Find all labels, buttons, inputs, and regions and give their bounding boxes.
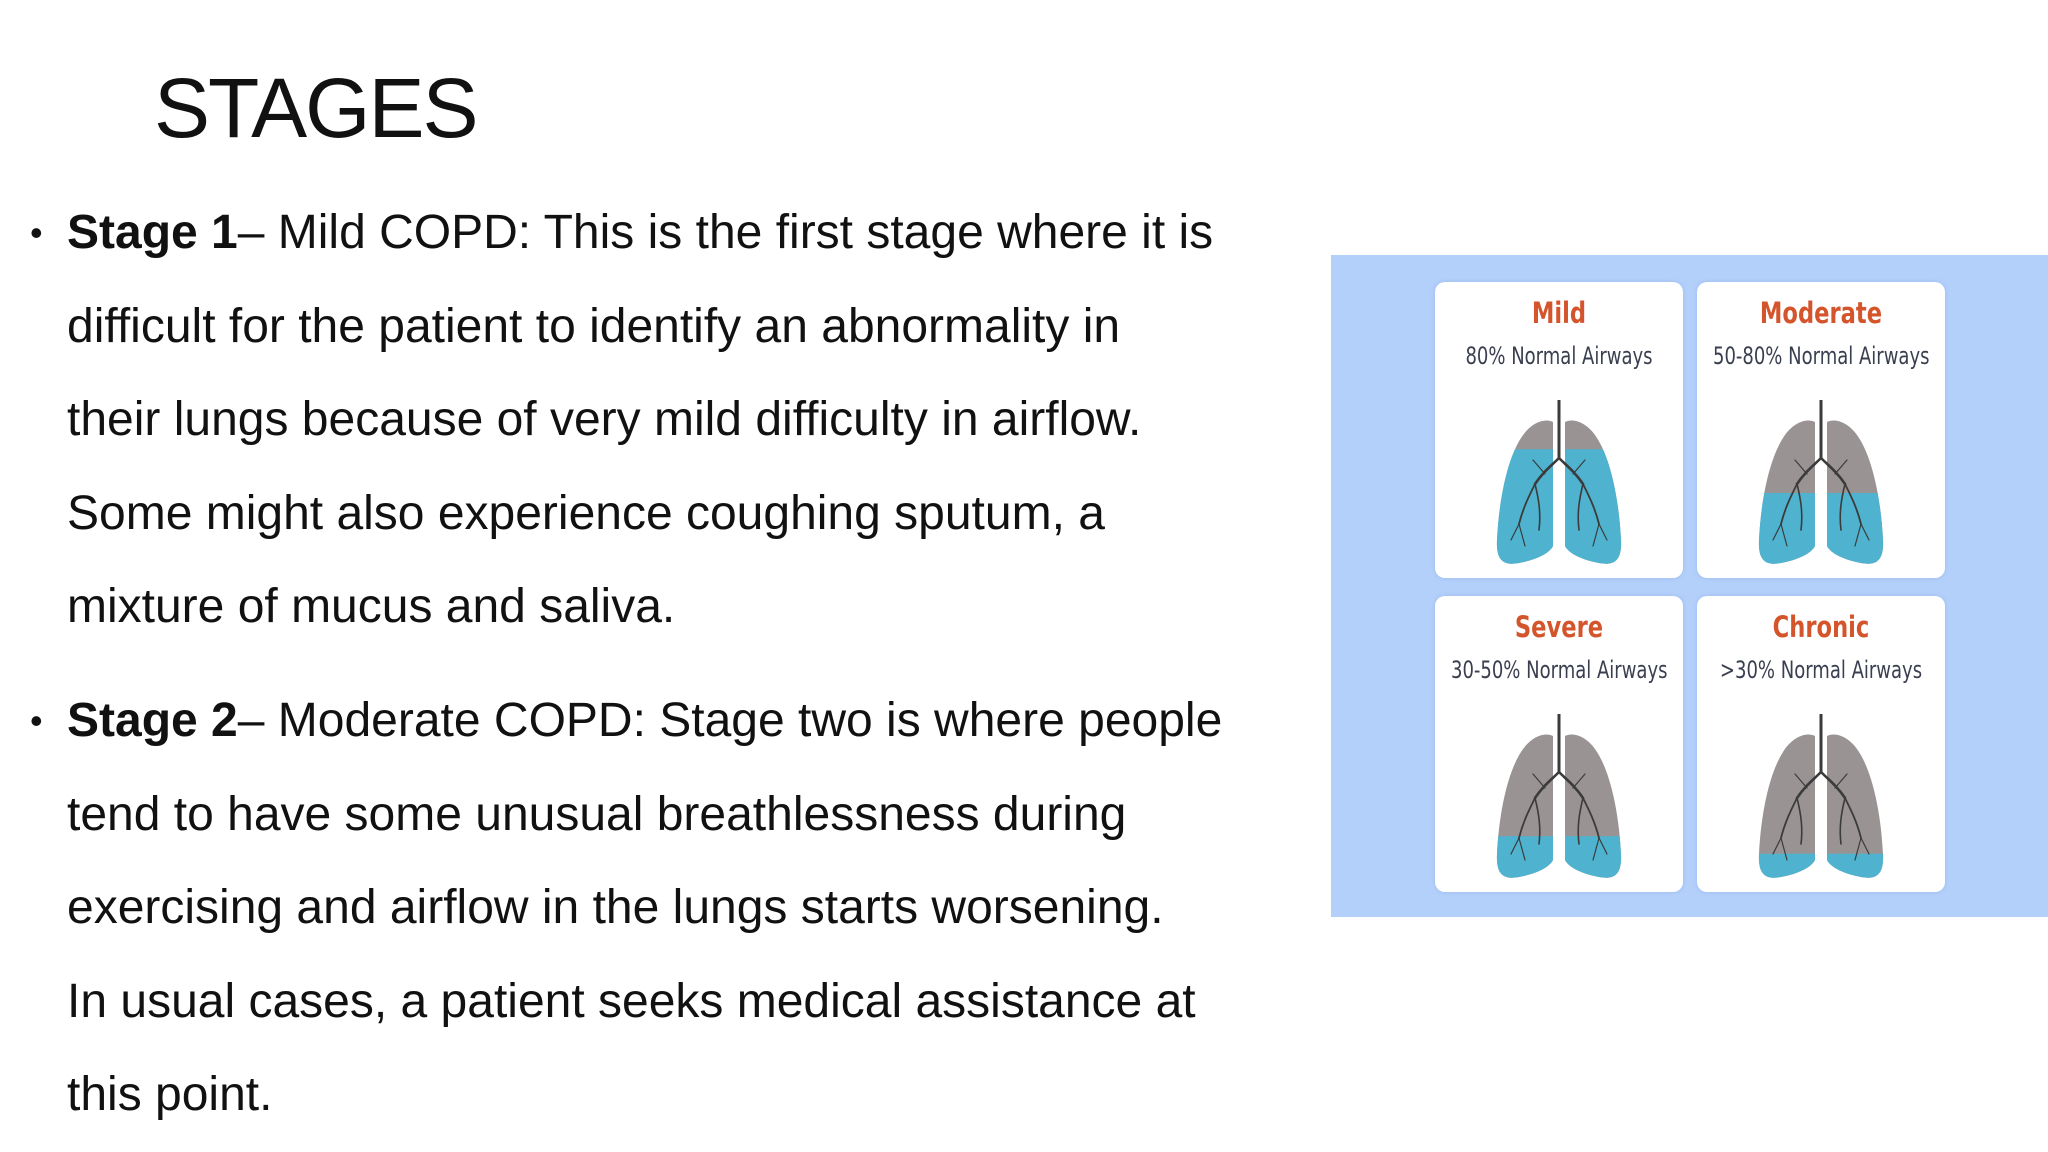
card-subtitle: 80% Normal Airways [1465,342,1653,370]
stage-card-severe [1435,596,1683,892]
stage-label: Stage 1 [67,206,238,259]
stage-card-moderate [1697,282,1945,578]
stage-card-chronic [1697,596,1945,892]
bullet-line: Some might also experience coughing sputum, a [67,486,1105,540]
bullet-stage-1 [30,186,1290,654]
bullet-line [67,674,1290,768]
card-title: Severe [1514,610,1604,644]
bullet-line: exercising and airflow in the lungs starts worsening. [67,881,1164,934]
stage-card-mild [1435,282,1683,578]
card-title: Chronic [1772,610,1870,644]
bullet-list [30,186,1290,1141]
bullet-line [67,186,1290,280]
slide-title: STAGES [154,61,477,155]
bullet-text: – Mild COPD: This is the first stage where it is [237,206,1214,259]
bullet-line: tend to have some unusual breathlessness during [67,787,1127,841]
lungs-icon [1489,400,1629,570]
card-subtitle: 30-50% Normal Airways [1451,656,1668,684]
bullet-line: this point. [67,1068,273,1121]
bullet-line: In usual cases, a patient seeks medical assistance at [67,974,1196,1028]
card-title: Mild [1531,296,1587,330]
bullet-stage-2 [30,674,1290,1142]
bullet-line: mixture of mucus and saliva. [67,580,676,633]
bullet-dot-icon: • [30,700,43,741]
card-subtitle: 50-80% Normal Airways [1713,342,1930,370]
stage-label: Stage 2 [67,694,238,747]
lungs-icon [1489,714,1629,884]
bullet-line: their lungs because of very mild difficulty in airflow. [67,393,1142,446]
copd-stages-figure [1331,255,2048,917]
card-title: Moderate [1759,296,1883,330]
card-subtitle: >30% Normal Airways [1719,656,1923,684]
lungs-icon [1751,714,1891,884]
lungs-icon [1751,400,1891,570]
bullet-line: difficult for the patient to identify an abnormality in [67,299,1121,353]
bullet-dot-icon: • [30,212,43,253]
bullet-text: – Moderate COPD: Stage two is where people [237,694,1223,747]
